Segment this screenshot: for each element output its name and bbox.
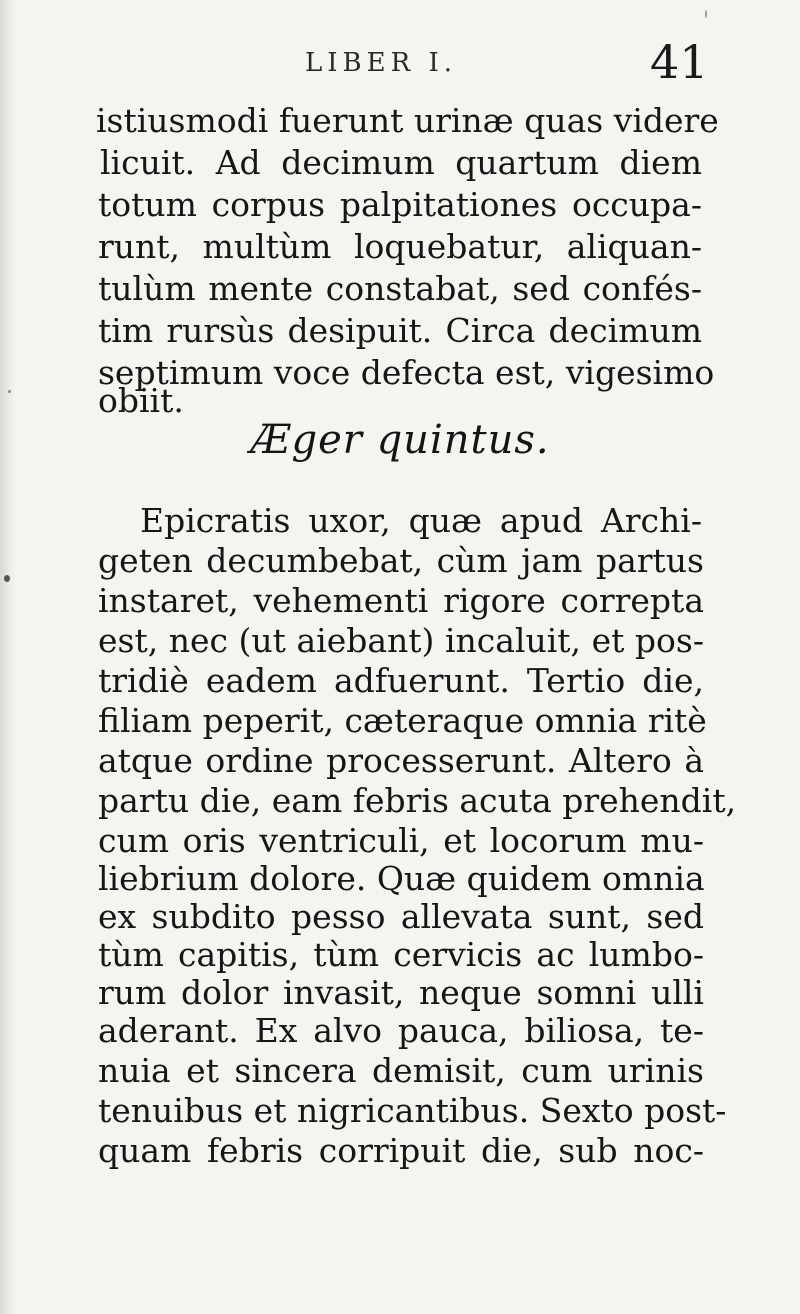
text-line: runt, multùm loquebatur, aliquan- — [98, 227, 702, 266]
text-line: licuit. Ad decimum quartum diem — [100, 143, 702, 182]
text-line: atque ordine processerunt. Altero à — [98, 741, 704, 780]
text-line: tùm capitis, tùm cervicis ac lumbo- — [98, 935, 704, 974]
scan-speck — [705, 10, 707, 18]
text-line: istiusmodi fuerunt urinæ quas videre — [96, 101, 719, 140]
scan-speck — [8, 390, 11, 393]
text-line: rum dolor invasit, neque somni ulli — [98, 973, 704, 1012]
page-number: 41 — [650, 35, 709, 89]
text-line: tridiè eadem adfuerunt. Tertio die, — [98, 661, 704, 700]
text-line: partu die, eam febris acuta prehendit, — [98, 781, 737, 820]
text-line: totum corpus palpitationes occupa- — [98, 185, 702, 224]
running-head: LIBER I. — [305, 48, 457, 78]
scan-speck — [4, 575, 10, 582]
text-line: liebrium dolore. Quæ quidem omnia — [98, 859, 705, 898]
text-line: tenuibus et nigricantibus. Sexto post- — [98, 1091, 727, 1130]
text-line: tulùm mente constabat, sed confés- — [98, 269, 702, 308]
page-gutter-shadow — [0, 0, 16, 1314]
text-line: nuia et sincera demisit, cum urinis — [98, 1051, 704, 1090]
section-heading: Æger quintus. — [250, 417, 550, 463]
text-line: filiam peperit, cæteraque omnia ritè — [98, 701, 707, 740]
text-line: instaret, vehementi rigore correpta — [98, 581, 704, 620]
text-line: quam febris corripuit die, sub noc- — [98, 1131, 704, 1170]
text-line: Epicratis uxor, quæ apud Archi- — [140, 501, 702, 540]
text-line: obiit. — [98, 381, 184, 420]
text-line: tim rursùs desipuit. Circa decimum — [98, 311, 702, 350]
text-line: geten decumbebat, cùm jam partus — [98, 541, 704, 580]
text-line: ex subdito pesso allevata sunt, sed — [98, 897, 704, 936]
text-line: aderant. Ex alvo pauca, biliosa, te- — [98, 1011, 704, 1050]
text-line: septimum voce defecta est, vigesimo — [98, 353, 715, 392]
text-line: cum oris ventriculi, et locorum mu- — [98, 821, 704, 860]
text-line: est, nec (ut aiebant) incaluit, et pos- — [98, 621, 704, 660]
